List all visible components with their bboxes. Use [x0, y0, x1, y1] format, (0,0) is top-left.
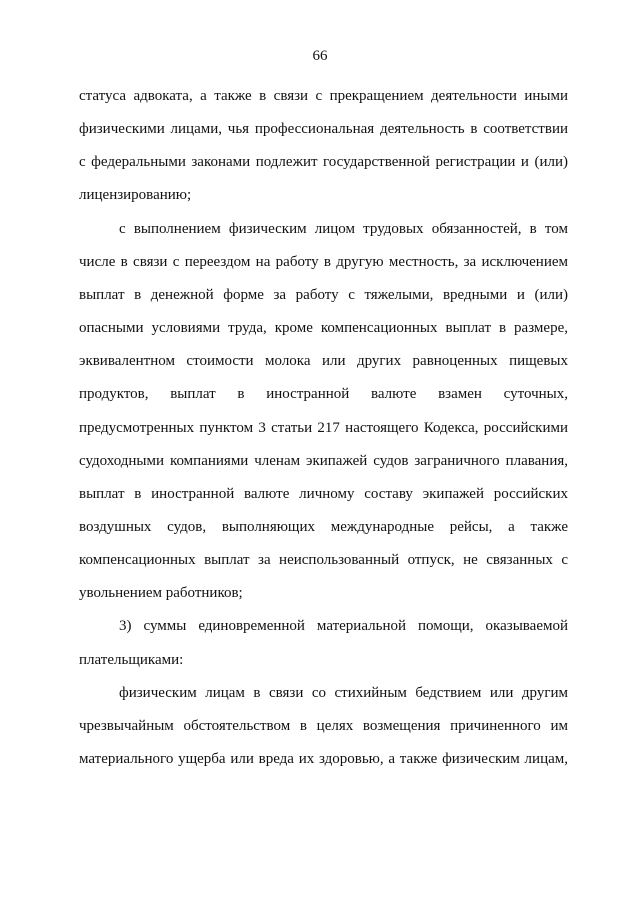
text-line: 3) суммы единовременной материальной помощи, оказываемой	[119, 618, 568, 635]
text-line: выплат в иностранной валюте личному составу экипажей российских	[79, 485, 568, 502]
text-line: выплат в денежной форме за работу с тяжелыми, вредными и (или)	[79, 286, 568, 303]
text-line: эквивалентном стоимости молока или других равноценных пищевых	[79, 353, 568, 370]
text-line: с выполнением физическим лицом трудовых обязанностей, в том	[119, 220, 568, 237]
text-line: опасными условиями труда, кроме компенсационных выплат в размере,	[79, 320, 568, 337]
text-line: с федеральными законами подлежит государственной регистрации и (или)	[79, 154, 568, 171]
text-line: физическим лицам в связи со стихийным бедствием или другим	[119, 684, 568, 701]
text-line: физическими лицами, чья профессиональная деятельность в соответствии	[79, 121, 568, 138]
text-line: судоходными компаниями членам экипажей судов заграничного плавания,	[79, 452, 568, 469]
text-line: лицензированию;	[79, 187, 192, 204]
page-number: 66	[312, 48, 328, 64]
text-line: плательщиками:	[79, 651, 184, 668]
text-line: компенсационных выплат за неиспользованный отпуск, не связанных с	[79, 552, 568, 569]
text-line: чрезвычайным обстоятельством в целях возмещения причиненного им	[79, 717, 568, 734]
text-line: материального ущерба или вреда их здоровью, а также физическим лицам,	[79, 751, 568, 767]
text-line: продуктов, выплат в иностранной валюте взамен суточных,	[79, 386, 568, 403]
text-line: предусмотренных пунктом 3 статьи 217 настоящего Кодекса, российскими	[79, 419, 568, 436]
text-line: увольнением работников;	[79, 585, 243, 602]
text-line: воздушных судов, выполняющих международные рейсы, а также	[79, 518, 568, 535]
text-line: статуса адвоката, а также в связи с прекращением деятельности иными	[79, 88, 568, 104]
text-line: числе в связи с переездом на работу в другую местность, за исключением	[79, 253, 568, 270]
